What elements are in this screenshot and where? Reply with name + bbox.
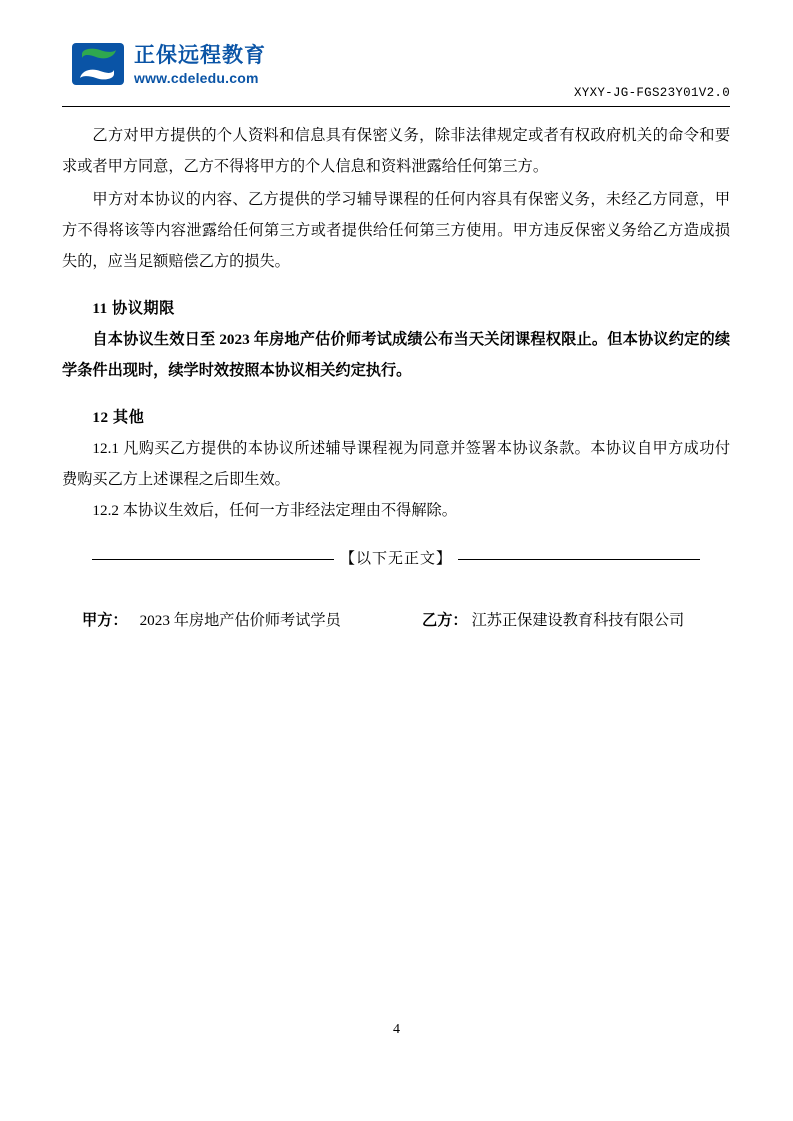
divider-line-right bbox=[458, 559, 700, 560]
signature-party-a bbox=[82, 605, 422, 636]
logo-text-block bbox=[134, 40, 266, 87]
signature-party-b bbox=[422, 605, 684, 636]
end-of-text-label: 【以下无正文】 bbox=[340, 551, 453, 567]
document-header bbox=[62, 40, 730, 106]
header-divider bbox=[62, 106, 730, 107]
party-b-value: 江苏正保建设教育科技有限公司 bbox=[471, 612, 685, 629]
paragraph-confidentiality-party-b: 乙方对甲方提供的个人资料和信息具有保密义务，除非法律规定或者有权政府机关的命令和要求或者甲方同意，乙方不得将甲方的个人信息和资料泄露给任何第三方。 bbox=[62, 127, 730, 175]
section-11-heading: 11 协议期限 bbox=[92, 300, 175, 317]
signature-section bbox=[62, 605, 730, 636]
section-11-text: 自本协议生效日至 2023 年房地产估价师考试成绩公布当天关闭课程权限止。但本协议约定的续学条件出现时，续学时效按照本协议相关约定执行。 bbox=[62, 331, 730, 379]
logo-website-url: www.cdeledu.com bbox=[134, 70, 259, 86]
party-b-label: 乙方： bbox=[422, 612, 468, 629]
section-12-heading: 12 其他 bbox=[92, 409, 145, 426]
clause-12-2: 12.2 本协议生效后，任何一方非经法定理由不得解除。 bbox=[92, 502, 457, 519]
divider-line-left bbox=[92, 559, 334, 560]
paragraph-confidentiality-party-a: 甲方对本协议的内容、乙方提供的学习辅导课程的任何内容具有保密义务，未经乙方同意，甲方不得将该等内容泄露给任何第三方或者提供给任何第三方使用。甲方违反保密义务给乙方造成损失的，应当足额赔偿乙方的损失。 bbox=[62, 191, 730, 270]
document-code: XYXY-JG-FGS23Y01V2.0 bbox=[573, 86, 730, 100]
document-body bbox=[62, 120, 730, 636]
party-a-value: 2023 年房地产估价师考试学员 bbox=[139, 612, 341, 629]
page-number: 4 bbox=[393, 1022, 400, 1037]
page-content bbox=[62, 40, 730, 636]
clause-12-1: 12.1 凡购买乙方提供的本协议所述辅导课程视为同意并签署本协议条款。本协议自甲方成功付费购买乙方上述课程之后即生效。 bbox=[62, 440, 730, 488]
end-of-text-divider bbox=[62, 544, 730, 575]
logo-icon bbox=[70, 40, 126, 88]
brand-logo bbox=[70, 40, 266, 88]
party-a-label: 甲方： bbox=[82, 612, 128, 629]
logo-company-name: 正保远程教育 bbox=[134, 44, 266, 67]
